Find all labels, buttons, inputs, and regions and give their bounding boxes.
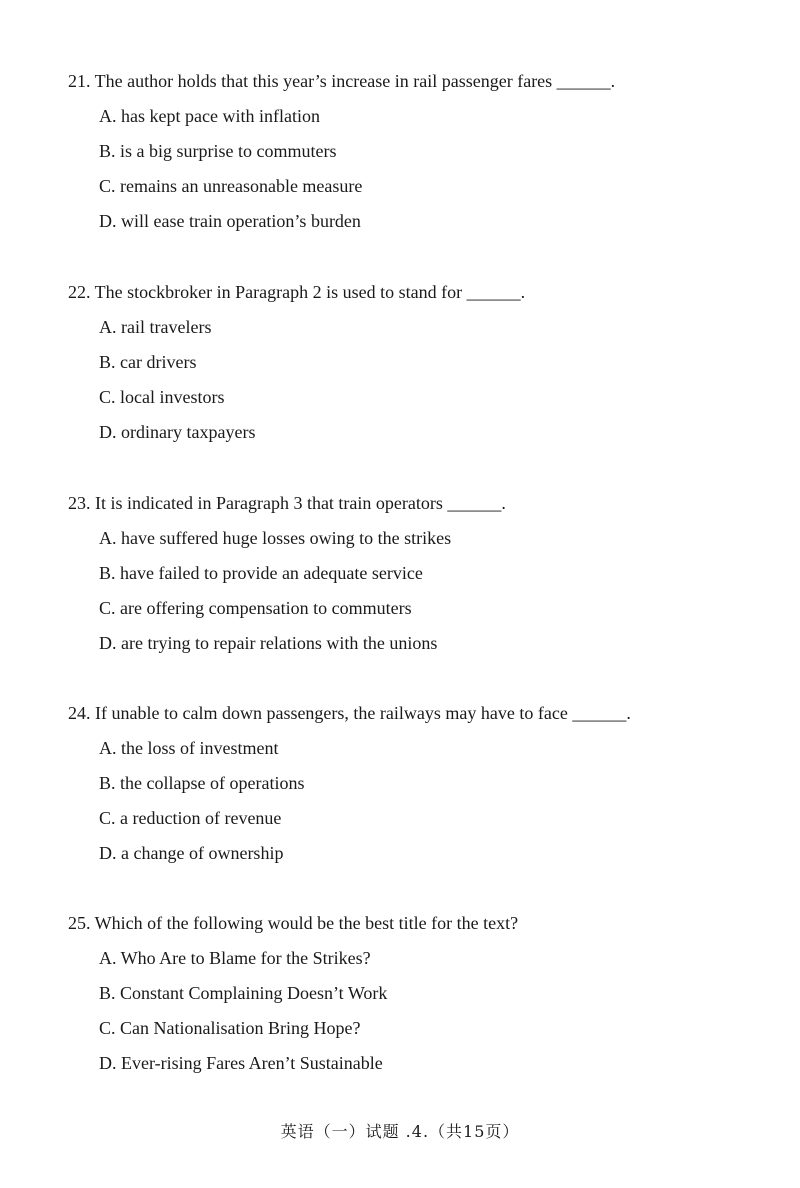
option-a: A. has kept pace with inflation xyxy=(99,106,320,126)
option-d: D. will ease train operation’s burden xyxy=(99,211,361,231)
option-b: B. Constant Complaining Doesn’t Work xyxy=(99,983,388,1003)
option-b: B. have failed to provide an adequate service xyxy=(99,563,423,583)
option-d: D. a change of ownership xyxy=(99,843,284,863)
option-a: A. Who Are to Blame for the Strikes? xyxy=(99,948,371,968)
option-a: A. the loss of investment xyxy=(99,738,279,758)
option-c: C. a reduction of revenue xyxy=(99,808,282,828)
option-a: A. rail travelers xyxy=(99,317,212,337)
option-c: C. Can Nationalisation Bring Hope? xyxy=(99,1018,361,1038)
option-d: D. are trying to repair relations with the unions xyxy=(99,633,438,653)
question-25 xyxy=(68,912,748,1087)
option-b: B. the collapse of operations xyxy=(99,773,305,793)
option-d: D. ordinary taxpayers xyxy=(99,422,256,442)
question-stem: 24. If unable to calm down passengers, the railways may have to face ______. xyxy=(68,703,631,723)
question-stem: 25. Which of the following would be the best title for the text? xyxy=(68,913,519,933)
option-list xyxy=(68,947,748,1074)
option-b: B. is a big surprise to commuters xyxy=(99,141,337,161)
question-22 xyxy=(68,281,748,456)
option-c: C. local investors xyxy=(99,387,225,407)
option-c: C. are offering compensation to commuters xyxy=(99,598,412,618)
question-stem: 21. The author holds that this year’s increase in rail passenger fares ______. xyxy=(68,71,616,91)
question-stem: 22. The stockbroker in Paragraph 2 is used to stand for ______. xyxy=(68,282,526,302)
option-list xyxy=(68,105,748,232)
question-24 xyxy=(68,702,748,877)
question-stem: 23. It is indicated in Paragraph 3 that train operators ______. xyxy=(68,493,506,513)
option-a: A. have suffered huge losses owing to the strikes xyxy=(99,528,452,548)
option-list xyxy=(68,737,748,864)
question-23 xyxy=(68,492,748,667)
option-b: B. car drivers xyxy=(99,352,197,372)
option-d: D. Ever-rising Fares Aren’t Sustainable xyxy=(99,1053,383,1073)
question-21 xyxy=(68,70,748,245)
page-footer: 英语（一）试题 .4.（共15页） xyxy=(280,1122,520,1141)
option-list xyxy=(68,527,748,654)
option-list xyxy=(68,316,748,443)
option-c: C. remains an unreasonable measure xyxy=(99,176,363,196)
